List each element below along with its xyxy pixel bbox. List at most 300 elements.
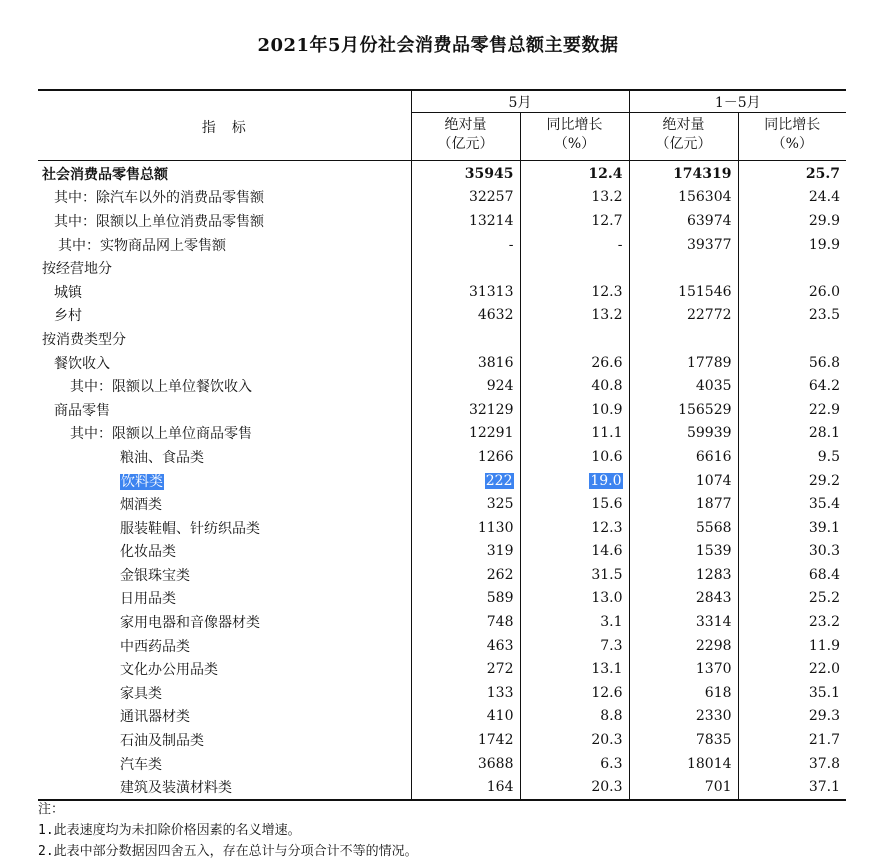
table-row <box>38 516 846 540</box>
cell-may-yoy <box>520 563 629 587</box>
cell-value[interactable]: 29.3 <box>808 708 841 725</box>
note-line: 2.此表中部分数据因四舍五入，存在总计与分项合计不等的情况。 <box>38 844 418 859</box>
cell-value[interactable]: 21.7 <box>808 732 841 749</box>
cell-may-yoy <box>520 492 629 516</box>
cell-value[interactable]: 39.1 <box>808 519 841 536</box>
cell-value[interactable]: 701 <box>704 779 732 796</box>
cell-ytd-yoy <box>738 563 846 587</box>
cell-may-abs <box>411 728 520 752</box>
cell-value[interactable]: 25.2 <box>808 590 841 607</box>
cell-value[interactable]: 151546 <box>678 283 732 300</box>
cell-value[interactable]: 924 <box>486 378 514 395</box>
cell-value[interactable]: 3816 <box>477 354 514 371</box>
cell-value[interactable]: 17789 <box>686 354 732 371</box>
cell-value[interactable]: 37.8 <box>808 755 841 772</box>
cell-ytd-abs <box>629 374 738 398</box>
cell-value[interactable]: 22.9 <box>808 401 841 418</box>
cell-may-abs <box>411 563 520 587</box>
cell-may-yoy <box>520 398 629 422</box>
cell-ytd-abs <box>629 492 738 516</box>
table-row <box>38 233 846 257</box>
cell-value[interactable]: 31313 <box>468 283 514 300</box>
cell-ytd-yoy <box>738 280 846 304</box>
cell-may-abs <box>411 351 520 375</box>
cell-value[interactable]: 40.8 <box>591 378 623 395</box>
cell-value[interactable]: 410 <box>486 708 514 725</box>
cell-may-yoy <box>520 469 629 493</box>
cell-may-yoy <box>520 256 629 280</box>
cell-ytd-yoy <box>738 492 846 516</box>
cell-value[interactable]: 22.0 <box>808 661 841 678</box>
cell-value[interactable]: 35945 <box>464 165 514 182</box>
col-header-ytd-yoy: 同比增长 （%） <box>738 113 846 161</box>
cell-ytd-abs <box>629 161 738 186</box>
cell-value[interactable]: 19.0 <box>590 472 622 489</box>
row-label-text[interactable]: 化妆品类 <box>120 544 176 561</box>
cell-value[interactable]: 164 <box>486 779 514 796</box>
cell-may-yoy <box>520 657 629 681</box>
cell-ytd-abs <box>629 563 738 587</box>
cell-ytd-abs <box>629 445 738 469</box>
row-label <box>38 256 411 280</box>
cell-value[interactable]: 64.2 <box>808 378 841 395</box>
cell-may-yoy <box>520 209 629 233</box>
table-row <box>38 775 846 800</box>
cell-value[interactable]: 10.9 <box>591 401 623 418</box>
row-label-text[interactable]: 汽车类 <box>120 756 162 773</box>
indicator-header: 指 标 <box>38 90 411 161</box>
cell-value[interactable]: 4035 <box>695 378 732 395</box>
cell-value[interactable]: 748 <box>486 614 514 631</box>
cell-ytd-yoy <box>738 374 846 398</box>
cell-ytd-abs <box>629 469 738 493</box>
row-label-text[interactable]: 城镇 <box>54 284 82 301</box>
cell-value[interactable]: 19.9 <box>808 236 841 253</box>
cell-ytd-yoy <box>738 422 846 446</box>
cell-value[interactable]: 13.1 <box>591 661 623 678</box>
row-label <box>38 587 411 611</box>
row-label <box>38 516 411 540</box>
row-label-text[interactable]: 餐饮收入 <box>54 355 110 372</box>
cell-may-abs <box>411 161 520 186</box>
cell-value[interactable]: 222 <box>485 472 513 489</box>
cell-may-yoy <box>520 161 629 186</box>
cell-ytd-yoy <box>738 186 846 210</box>
cell-ytd-yoy <box>738 752 846 776</box>
cell-ytd-yoy <box>738 351 846 375</box>
cell-ytd-abs <box>629 327 738 351</box>
cell-value[interactable]: 29.2 <box>808 472 841 489</box>
cell-value[interactable]: 18014 <box>686 755 732 772</box>
cell-may-yoy <box>520 634 629 658</box>
cell-may-yoy <box>520 587 629 611</box>
cell-may-yoy <box>520 422 629 446</box>
table-row <box>38 540 846 564</box>
cell-may-abs <box>411 256 520 280</box>
row-label <box>38 304 411 328</box>
cell-ytd-yoy <box>738 705 846 729</box>
cell-ytd-abs <box>629 280 738 304</box>
cell-may-yoy <box>520 681 629 705</box>
cell-may-yoy <box>520 280 629 304</box>
cell-ytd-yoy <box>738 327 846 351</box>
cell-value[interactable]: 3688 <box>477 755 514 772</box>
cell-may-yoy <box>520 728 629 752</box>
cell-value[interactable]: 12.4 <box>588 165 623 182</box>
note-line: 1.此表速度均为未扣除价格因素的名义增速。 <box>38 823 301 838</box>
cell-ytd-abs <box>629 634 738 658</box>
col-header-may-abs: 绝对量 （亿元） <box>411 113 520 161</box>
cell-may-abs <box>411 681 520 705</box>
table-row <box>38 186 846 210</box>
group-header-ytd: 1－5月 <box>629 90 846 113</box>
table-row <box>38 280 846 304</box>
cell-may-abs <box>411 209 520 233</box>
row-label <box>38 398 411 422</box>
cell-value[interactable]: 2330 <box>695 708 732 725</box>
footnotes <box>38 799 418 862</box>
row-label-text[interactable]: 其中：限额以上单位餐饮收入 <box>70 379 252 396</box>
cell-ytd-yoy <box>738 634 846 658</box>
cell-value[interactable]: 1877 <box>695 496 732 513</box>
cell-value[interactable]: 28.1 <box>808 425 841 442</box>
table-row <box>38 422 846 446</box>
row-label <box>38 422 411 446</box>
cell-ytd-yoy <box>738 728 846 752</box>
cell-ytd-yoy <box>738 256 846 280</box>
row-label-text[interactable]: 按消费类型分 <box>42 331 126 348</box>
page-title: 2021年5月份社会消费品零售总额主要数据 <box>257 35 619 56</box>
cell-value[interactable]: 1266 <box>477 448 514 465</box>
row-label <box>38 469 411 493</box>
row-label <box>38 351 411 375</box>
cell-may-abs <box>411 610 520 634</box>
cell-value[interactable]: 4632 <box>477 307 514 324</box>
cell-value[interactable]: 3.1 <box>600 614 623 631</box>
cell-ytd-abs <box>629 516 738 540</box>
retail-data-table <box>38 89 846 801</box>
cell-value[interactable]: 13.2 <box>591 189 623 206</box>
row-label-text[interactable]: 饮料类 <box>121 473 163 490</box>
cell-value[interactable]: 68.4 <box>808 566 841 583</box>
cell-value[interactable]: 10.6 <box>591 448 623 465</box>
cell-value[interactable]: 63974 <box>686 212 732 229</box>
cell-ytd-yoy <box>738 657 846 681</box>
cell-ytd-yoy <box>738 610 846 634</box>
cell-value[interactable]: 262 <box>486 566 514 583</box>
cell-ytd-yoy <box>738 775 846 800</box>
cell-value[interactable]: 13.0 <box>591 590 623 607</box>
row-label-text[interactable]: 日用品类 <box>120 591 176 608</box>
cell-value[interactable]: 23.2 <box>808 614 841 631</box>
cell-may-yoy <box>520 327 629 351</box>
row-label-text[interactable]: 石油及制品类 <box>120 733 204 750</box>
cell-value[interactable]: 24.4 <box>808 189 841 206</box>
cell-ytd-abs <box>629 186 738 210</box>
cell-value[interactable]: 1742 <box>477 732 514 749</box>
cell-ytd-abs <box>629 657 738 681</box>
cell-may-abs <box>411 445 520 469</box>
cell-value[interactable]: 35.4 <box>808 496 841 513</box>
cell-value[interactable]: - <box>508 236 514 253</box>
cell-value[interactable]: 26.0 <box>808 283 841 300</box>
cell-value[interactable]: 37.1 <box>808 779 841 796</box>
table-row <box>38 445 846 469</box>
cell-may-abs <box>411 752 520 776</box>
cell-value[interactable]: 1539 <box>695 543 732 560</box>
cell-may-yoy <box>520 304 629 328</box>
cell-value[interactable]: 29.9 <box>808 212 841 229</box>
row-label-text[interactable]: 其中：除汽车以外的消费品零售额 <box>54 190 264 207</box>
cell-may-abs <box>411 327 520 351</box>
cell-value[interactable]: 12.7 <box>591 212 623 229</box>
cell-value[interactable]: 8.8 <box>600 708 623 725</box>
cell-ytd-yoy <box>738 445 846 469</box>
cell-value[interactable]: 12.6 <box>591 684 623 701</box>
cell-value[interactable]: 7835 <box>695 732 732 749</box>
cell-ytd-abs <box>629 610 738 634</box>
cell-ytd-abs <box>629 233 738 257</box>
cell-value[interactable]: 174319 <box>673 165 732 182</box>
table-row <box>38 587 846 611</box>
cell-ytd-yoy <box>738 161 846 186</box>
cell-may-abs <box>411 540 520 564</box>
cell-value[interactable]: - <box>617 236 623 253</box>
row-label <box>38 752 411 776</box>
cell-ytd-abs <box>629 540 738 564</box>
row-label <box>38 233 411 257</box>
row-label <box>38 327 411 351</box>
notes-heading: 注： <box>38 802 65 817</box>
cell-value[interactable]: 59939 <box>686 425 732 442</box>
cell-value[interactable]: 1370 <box>695 661 732 678</box>
cell-value[interactable]: 56.8 <box>808 354 841 371</box>
cell-may-abs <box>411 374 520 398</box>
cell-ytd-abs <box>629 775 738 800</box>
cell-value[interactable]: 1283 <box>695 566 732 583</box>
table-row <box>38 161 846 186</box>
table-row <box>38 304 846 328</box>
cell-ytd-abs <box>629 705 738 729</box>
row-label <box>38 161 411 186</box>
table-row <box>38 374 846 398</box>
table-row <box>38 705 846 729</box>
row-label-text[interactable]: 粮油、食品类 <box>120 449 204 466</box>
table-row <box>38 657 846 681</box>
cell-may-abs <box>411 516 520 540</box>
row-label <box>38 705 411 729</box>
cell-value[interactable]: 3314 <box>695 614 732 631</box>
cell-may-abs <box>411 657 520 681</box>
cell-value[interactable]: 2298 <box>695 637 732 654</box>
cell-value[interactable]: 14.6 <box>591 543 623 560</box>
cell-may-abs <box>411 398 520 422</box>
row-label <box>38 681 411 705</box>
cell-value[interactable]: 11.9 <box>808 637 841 654</box>
row-label-text[interactable]: 按经营地分 <box>42 261 112 278</box>
cell-ytd-abs <box>629 256 738 280</box>
cell-may-abs <box>411 422 520 446</box>
row-label-text[interactable]: 其中：限额以上单位商品零售 <box>70 426 252 443</box>
cell-value[interactable]: 133 <box>486 684 514 701</box>
cell-value[interactable]: 6616 <box>695 448 732 465</box>
row-label <box>38 492 411 516</box>
cell-may-yoy <box>520 445 629 469</box>
cell-value[interactable]: 22772 <box>686 307 732 324</box>
row-label-text[interactable]: 建筑及装潢材料类 <box>120 780 232 797</box>
cell-value[interactable]: 589 <box>486 590 514 607</box>
cell-value[interactable]: 12291 <box>468 425 514 442</box>
table-row <box>38 327 846 351</box>
cell-value[interactable]: 13.2 <box>591 307 623 324</box>
row-label <box>38 728 411 752</box>
row-label <box>38 634 411 658</box>
cell-value[interactable]: 156304 <box>678 189 732 206</box>
cell-may-abs <box>411 775 520 800</box>
row-label-text[interactable]: 文化办公用品类 <box>120 662 218 679</box>
cell-may-yoy <box>520 752 629 776</box>
cell-value[interactable]: 15.6 <box>591 496 623 513</box>
cell-value[interactable]: 30.3 <box>808 543 841 560</box>
cell-ytd-abs <box>629 398 738 422</box>
row-label <box>38 209 411 233</box>
row-label-text[interactable]: 乡村 <box>54 308 82 325</box>
cell-ytd-yoy <box>738 209 846 233</box>
cell-may-abs <box>411 492 520 516</box>
cell-ytd-abs <box>629 728 738 752</box>
cell-may-abs <box>411 705 520 729</box>
row-label-text[interactable]: 社会消费品零售总额 <box>42 166 168 183</box>
cell-ytd-abs <box>629 587 738 611</box>
row-label-text[interactable]: 家具类 <box>120 685 162 702</box>
table-row <box>38 469 846 493</box>
cell-may-yoy <box>520 374 629 398</box>
cell-may-yoy <box>520 233 629 257</box>
row-label <box>38 540 411 564</box>
cell-value[interactable]: 463 <box>486 637 514 654</box>
cell-ytd-yoy <box>738 304 846 328</box>
table-row <box>38 634 846 658</box>
cell-ytd-yoy <box>738 233 846 257</box>
cell-value[interactable]: 26.6 <box>591 354 623 371</box>
row-label-text[interactable]: 其中：限额以上单位消费品零售额 <box>54 213 264 230</box>
row-label-text[interactable]: 烟酒类 <box>120 497 162 514</box>
cell-value[interactable]: 2843 <box>695 590 732 607</box>
row-label <box>38 374 411 398</box>
cell-ytd-abs <box>629 752 738 776</box>
cell-may-yoy <box>520 351 629 375</box>
table-row <box>38 256 846 280</box>
row-label <box>38 775 411 800</box>
row-label <box>38 610 411 634</box>
cell-value[interactable]: 32129 <box>468 401 514 418</box>
col-header-ytd-abs: 绝对量 （亿元） <box>629 113 738 161</box>
cell-value[interactable]: 32257 <box>468 189 514 206</box>
table-body <box>38 161 846 801</box>
row-label-text[interactable]: 通讯器材类 <box>120 709 190 726</box>
cell-value[interactable]: 31.5 <box>591 566 623 583</box>
cell-value[interactable]: 13214 <box>468 212 514 229</box>
cell-ytd-abs <box>629 422 738 446</box>
table-row <box>38 398 846 422</box>
cell-value[interactable]: 20.3 <box>591 732 623 749</box>
cell-may-abs <box>411 587 520 611</box>
cell-value[interactable]: 6.3 <box>600 755 623 772</box>
row-label-text[interactable]: 家用电器和音像器材类 <box>120 615 260 632</box>
cell-value[interactable]: 1130 <box>477 519 514 536</box>
row-label-text[interactable]: 其中：实物商品网上零售额 <box>58 237 226 254</box>
row-label <box>38 445 411 469</box>
cell-value[interactable]: 35.1 <box>808 684 841 701</box>
table-row <box>38 209 846 233</box>
row-label <box>38 280 411 304</box>
row-label-text[interactable]: 商品零售 <box>54 402 110 419</box>
cell-value[interactable]: 156529 <box>678 401 732 418</box>
cell-value[interactable]: 23.5 <box>808 307 841 324</box>
table-row <box>38 728 846 752</box>
cell-value[interactable]: 11.1 <box>591 425 623 442</box>
cell-ytd-yoy <box>738 587 846 611</box>
cell-may-yoy <box>520 705 629 729</box>
cell-ytd-yoy <box>738 540 846 564</box>
row-label-text[interactable]: 金银珠宝类 <box>120 567 190 584</box>
cell-ytd-yoy <box>738 516 846 540</box>
cell-value[interactable]: 319 <box>486 543 514 560</box>
table-row <box>38 492 846 516</box>
cell-ytd-yoy <box>738 398 846 422</box>
table-row <box>38 563 846 587</box>
cell-may-abs <box>411 304 520 328</box>
cell-may-yoy <box>520 540 629 564</box>
table-row <box>38 752 846 776</box>
cell-ytd-abs <box>629 351 738 375</box>
row-label <box>38 186 411 210</box>
row-label <box>38 657 411 681</box>
cell-value[interactable]: 325 <box>486 496 514 513</box>
table-row <box>38 610 846 634</box>
cell-may-yoy <box>520 186 629 210</box>
cell-may-abs <box>411 469 520 493</box>
table-row <box>38 351 846 375</box>
cell-ytd-abs <box>629 304 738 328</box>
row-label-text[interactable]: 服装鞋帽、针纺织品类 <box>120 520 260 537</box>
group-header-may: 5月 <box>411 90 629 113</box>
row-label <box>38 563 411 587</box>
col-header-may-yoy: 同比增长 （%） <box>520 113 629 161</box>
cell-value[interactable]: 272 <box>486 661 514 678</box>
cell-value[interactable]: 7.3 <box>600 637 623 654</box>
cell-value[interactable]: 1074 <box>695 472 732 489</box>
cell-may-abs <box>411 634 520 658</box>
cell-value[interactable]: 618 <box>704 684 732 701</box>
cell-value[interactable]: 12.3 <box>591 283 623 300</box>
cell-value[interactable]: 20.3 <box>591 779 623 796</box>
cell-ytd-yoy <box>738 681 846 705</box>
cell-may-yoy <box>520 610 629 634</box>
cell-may-yoy <box>520 775 629 800</box>
cell-value[interactable]: 12.3 <box>591 519 623 536</box>
cell-value[interactable]: 9.5 <box>817 448 841 465</box>
cell-ytd-abs <box>629 209 738 233</box>
cell-may-abs <box>411 280 520 304</box>
cell-value[interactable]: 39377 <box>686 236 732 253</box>
cell-value[interactable]: 25.7 <box>805 165 841 182</box>
row-label-text[interactable]: 中西药品类 <box>120 638 190 655</box>
cell-may-abs <box>411 186 520 210</box>
cell-may-abs <box>411 233 520 257</box>
cell-value[interactable]: 5568 <box>695 519 732 536</box>
cell-ytd-abs <box>629 681 738 705</box>
